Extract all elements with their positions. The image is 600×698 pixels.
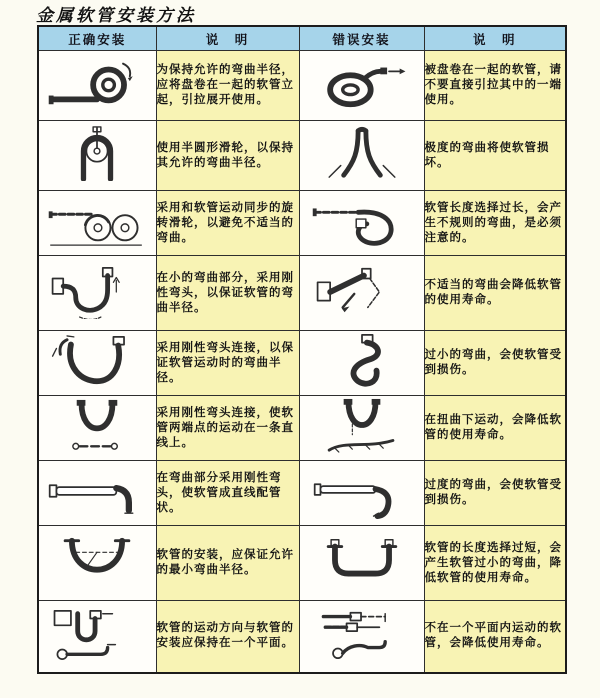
too-small-bend-illustration [310,333,414,389]
header-wrong-install: 错误安装 [299,26,424,51]
wrong-description: 不在一个平面内运动的软管，会降低使用寿命。 [424,601,566,673]
wrong-description: 软管长度选择过长，会产生不规则的弯曲，是必须注意的。 [424,191,566,256]
wrong-illustration-cell [299,191,424,256]
correct-illustration-cell [38,526,156,601]
twisted-motion-illustration [310,398,414,454]
table-row [38,461,566,526]
aligned-endpoints-illustration [45,398,149,454]
table-row [38,121,566,191]
wrong-illustration-cell [299,601,424,673]
header-row [38,26,566,51]
straight-piping-elbow-illustration [45,463,149,519]
correct-illustration-cell [38,461,156,526]
wrong-illustration-cell [299,461,424,526]
correct-description: 在弯曲部分采用刚性弯头，使软管成直线配管状。 [156,461,299,526]
installation-table [37,25,567,674]
different-plane-motion-illustration [310,606,414,662]
hose-too-long-illustration [310,193,414,249]
rigid-elbow-connection-illustration [45,333,149,389]
header-description-2: 说 明 [424,26,566,51]
correct-description: 软管的安装，应保证允许的最小弯曲半径。 [156,526,299,601]
wrong-illustration-cell [299,331,424,396]
correct-illustration-cell [38,601,156,673]
wrong-illustration-cell [299,51,424,121]
correct-illustration-cell [38,51,156,121]
page-title: 金属软管安装方法 [36,6,196,25]
wrong-description: 过小的弯曲，会使软管受到损伤。 [424,331,566,396]
table-row [38,51,566,121]
hose-coil-pulled-illustration [310,55,414,111]
same-plane-motion-illustration [45,606,149,662]
correct-description: 使用半圆形滑轮，以保持其允许的弯曲半径。 [156,121,299,191]
wrong-description: 被盘卷在一起的软管，请不要直接引拉其中的一端使用。 [424,51,566,121]
min-bend-radius-illustration [45,533,149,589]
correct-description: 为保持允许的弯曲半径，应将盘卷在一起的软管立起，引拉展开使用。 [156,51,299,121]
correct-illustration-cell [38,191,156,256]
semicircular-pulley-illustration [45,125,149,181]
correct-illustration-cell [38,256,156,331]
correct-description: 软管的运动方向与软管的安装应保持在一个平面。 [156,601,299,673]
table-row [38,256,566,331]
wrong-description: 软管的长度选择过短，会产生软管过小的弯曲，降低软管的使用寿命。 [424,526,566,601]
table-row [38,331,566,396]
wrong-illustration-cell [299,256,424,331]
correct-illustration-cell [38,396,156,461]
correct-description: 采用刚性弯头连接，使软管两端点的运动在一条直线上。 [156,396,299,461]
wrong-description: 不适当的弯曲会降低软管的使用寿命。 [424,256,566,331]
correct-description: 在小的弯曲部分，采用刚性弯头，以保证软管的弯曲半径。 [156,256,299,331]
wrong-illustration-cell [299,396,424,461]
table-body [38,51,566,673]
header-description-1: 说 明 [156,26,299,51]
excessive-bend-illustration [310,463,414,519]
table-row [38,191,566,256]
wrong-illustration-cell [299,526,424,601]
improper-bend-illustration [310,263,414,319]
hose-too-short-illustration [310,533,414,589]
table-row [38,526,566,601]
correct-illustration-cell [38,331,156,396]
hose-coil-upright-illustration [45,55,149,111]
extreme-bend-illustration [310,125,414,181]
correct-illustration-cell [38,121,156,191]
wrong-description: 在扭曲下运动，会降低软管的使用寿命。 [424,396,566,461]
header-correct-install: 正确安装 [38,26,156,51]
rotating-pulleys-illustration [45,193,149,249]
table-row [38,601,566,673]
correct-description: 采用和软管运动同步的旋转滑轮，以避免不适当的弯曲。 [156,191,299,256]
correct-description: 采用刚性弯头连接，以保证软管运动时的弯曲半径。 [156,331,299,396]
wrong-illustration-cell [299,121,424,191]
wrong-description: 过度的弯曲，会使软管受到损伤。 [424,461,566,526]
rigid-elbow-small-bend-illustration [45,263,149,319]
table-row [38,396,566,461]
wrong-description: 极度的弯曲将使软管损坏。 [424,121,566,191]
